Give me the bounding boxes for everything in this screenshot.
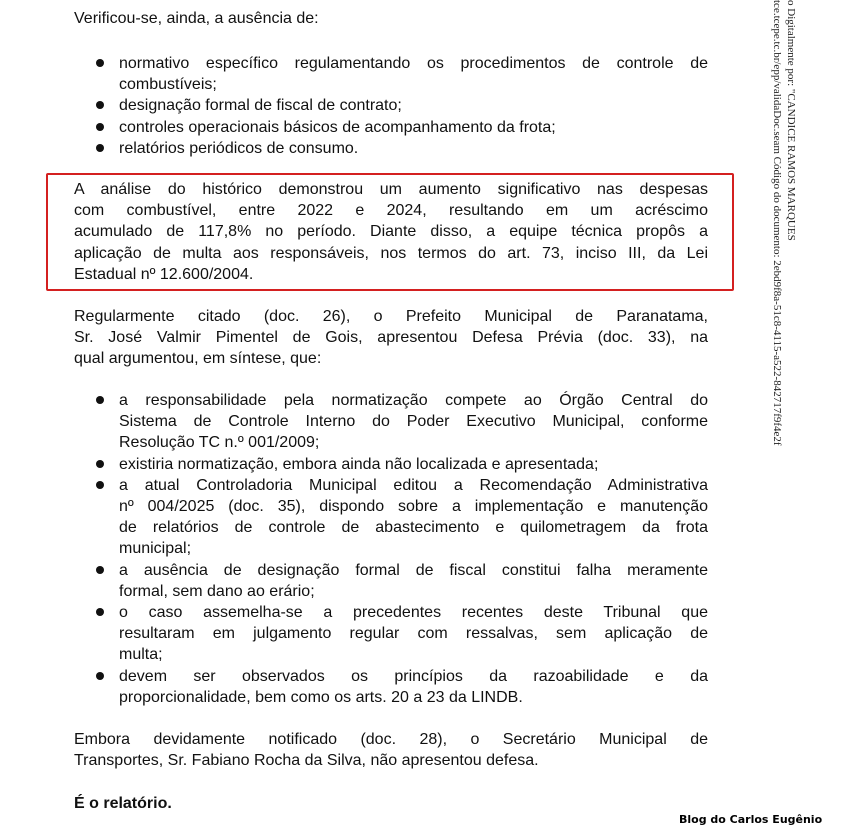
list-item [74,454,708,475]
list-item [74,95,708,116]
text-line: devem ser observados os princípios da razoabilidade e da [119,667,708,685]
text-line: Transportes, Sr. Fabiano Rocha da Silva, não apresentou defesa. [74,752,539,770]
bullet-icon [96,144,104,152]
text-line: Regularmente citado (doc. 26), o Prefeito Municipal de Paranatama, [74,308,708,325]
text-line: Sr. José Valmir Pimentel de Gois, apresentou Defesa Prévia (doc. 33), na [74,329,708,347]
closing-statement [74,793,708,814]
text-line: existiria normatização, embora ainda não localizada e apresentada; [119,455,599,473]
text-line: a ausência de designação formal de fiscal constitui falha meramente [119,561,708,579]
text-line: resultaram em julgamento regular com ressalvas, sem aplicação de [119,625,708,643]
text-line: nº 004/2025 (doc. 35), dispondo sobre a implementação e manutenção [119,498,708,516]
text-line: o caso assemelha-se a precedentes recentes deste Tribunal que [119,604,708,622]
list-item [74,602,708,666]
text-line: a responsabilidade pela normatização compete ao Órgão Central do [119,392,708,409]
list-item [74,475,708,560]
text-line: normativo específico regulamentando os procedimentos de controle de [119,55,708,72]
text-line: com combustível, entre 2022 e 2024, resultando em um acréscimo [74,202,708,220]
list-item [74,560,708,602]
text-line: a atual Controladoria Municipal editou a Recomendação Administrativa [119,476,708,494]
bullet-icon [96,481,104,489]
digital-signature-stamp [771,0,811,520]
text-line: qual argumentou, em síntese, que: [74,350,322,368]
bullet-icon [96,608,104,616]
bullet-icon [96,396,104,404]
text-line: Resolução TC n.º 001/2009; [119,434,320,452]
text-line: Embora devidamente notificado (doc. 28), o Secretário Municipal de [74,731,708,748]
text-line: Verificou-se, ainda, a ausência de: [74,10,319,27]
text-line: Sistema de Controle Interno do Poder Executivo Municipal, conforme [119,413,708,431]
text-line: A análise do histórico demonstrou um aumento significativo nas despesas [74,181,708,198]
text-line: de relatórios de controle de abastecimento e quilometragem da frota [119,519,708,537]
list-item [74,138,708,159]
bullet-icon [96,101,104,109]
text-line: formal, sem dano ao erário; [119,582,315,600]
text-line: aplicação de multa aos responsáveis, nos termos do art. 73, inciso III, da Lei [74,244,708,262]
text-line: designação formal de fiscal de contrato; [119,97,402,115]
list-item [74,666,708,708]
text-line: proporcionalidade, bem como os arts. 20 a 23 da LINDB. [119,688,523,706]
list-item [74,53,708,95]
stamp-line-1: o Digitalmente por: "CANDICE RAMOS MARQUES [785,0,797,241]
list-item [74,390,708,454]
text-line: acumulado de 117,8% no período. Diante disso, a equipe técnica propôs a [74,223,708,241]
text-line: multa; [119,646,163,664]
absences-list [74,53,708,159]
bullet-icon [96,460,104,468]
text-line: É o relatório. [74,795,172,812]
bullet-icon [96,59,104,67]
stamp-line-2: tce.tcepe.tc.br/epp/validaDoc.seam Código do documento: 2ebd9f8a-51c8-4115-a522-842717f9f4e2f [771,0,783,446]
defense-intro-paragraph [74,306,708,370]
blog-credit: Blog do Carlos Eugênio [679,813,823,826]
text-line: relatórios periódicos de consumo. [119,139,359,157]
highlighted-paragraph [74,179,708,285]
arguments-list [74,390,708,708]
bullet-icon [96,123,104,131]
text-line: combustíveis; [119,76,217,94]
bullet-icon [96,566,104,574]
text-line: controles operacionais básicos de acompanhamento da frota; [119,118,556,136]
list-item [74,117,708,138]
bullet-icon [96,672,104,680]
text-line: municipal; [119,540,192,558]
notification-paragraph [74,729,708,771]
intro-paragraph [74,8,708,29]
text-line: Estadual nº 12.600/2004. [74,265,254,283]
